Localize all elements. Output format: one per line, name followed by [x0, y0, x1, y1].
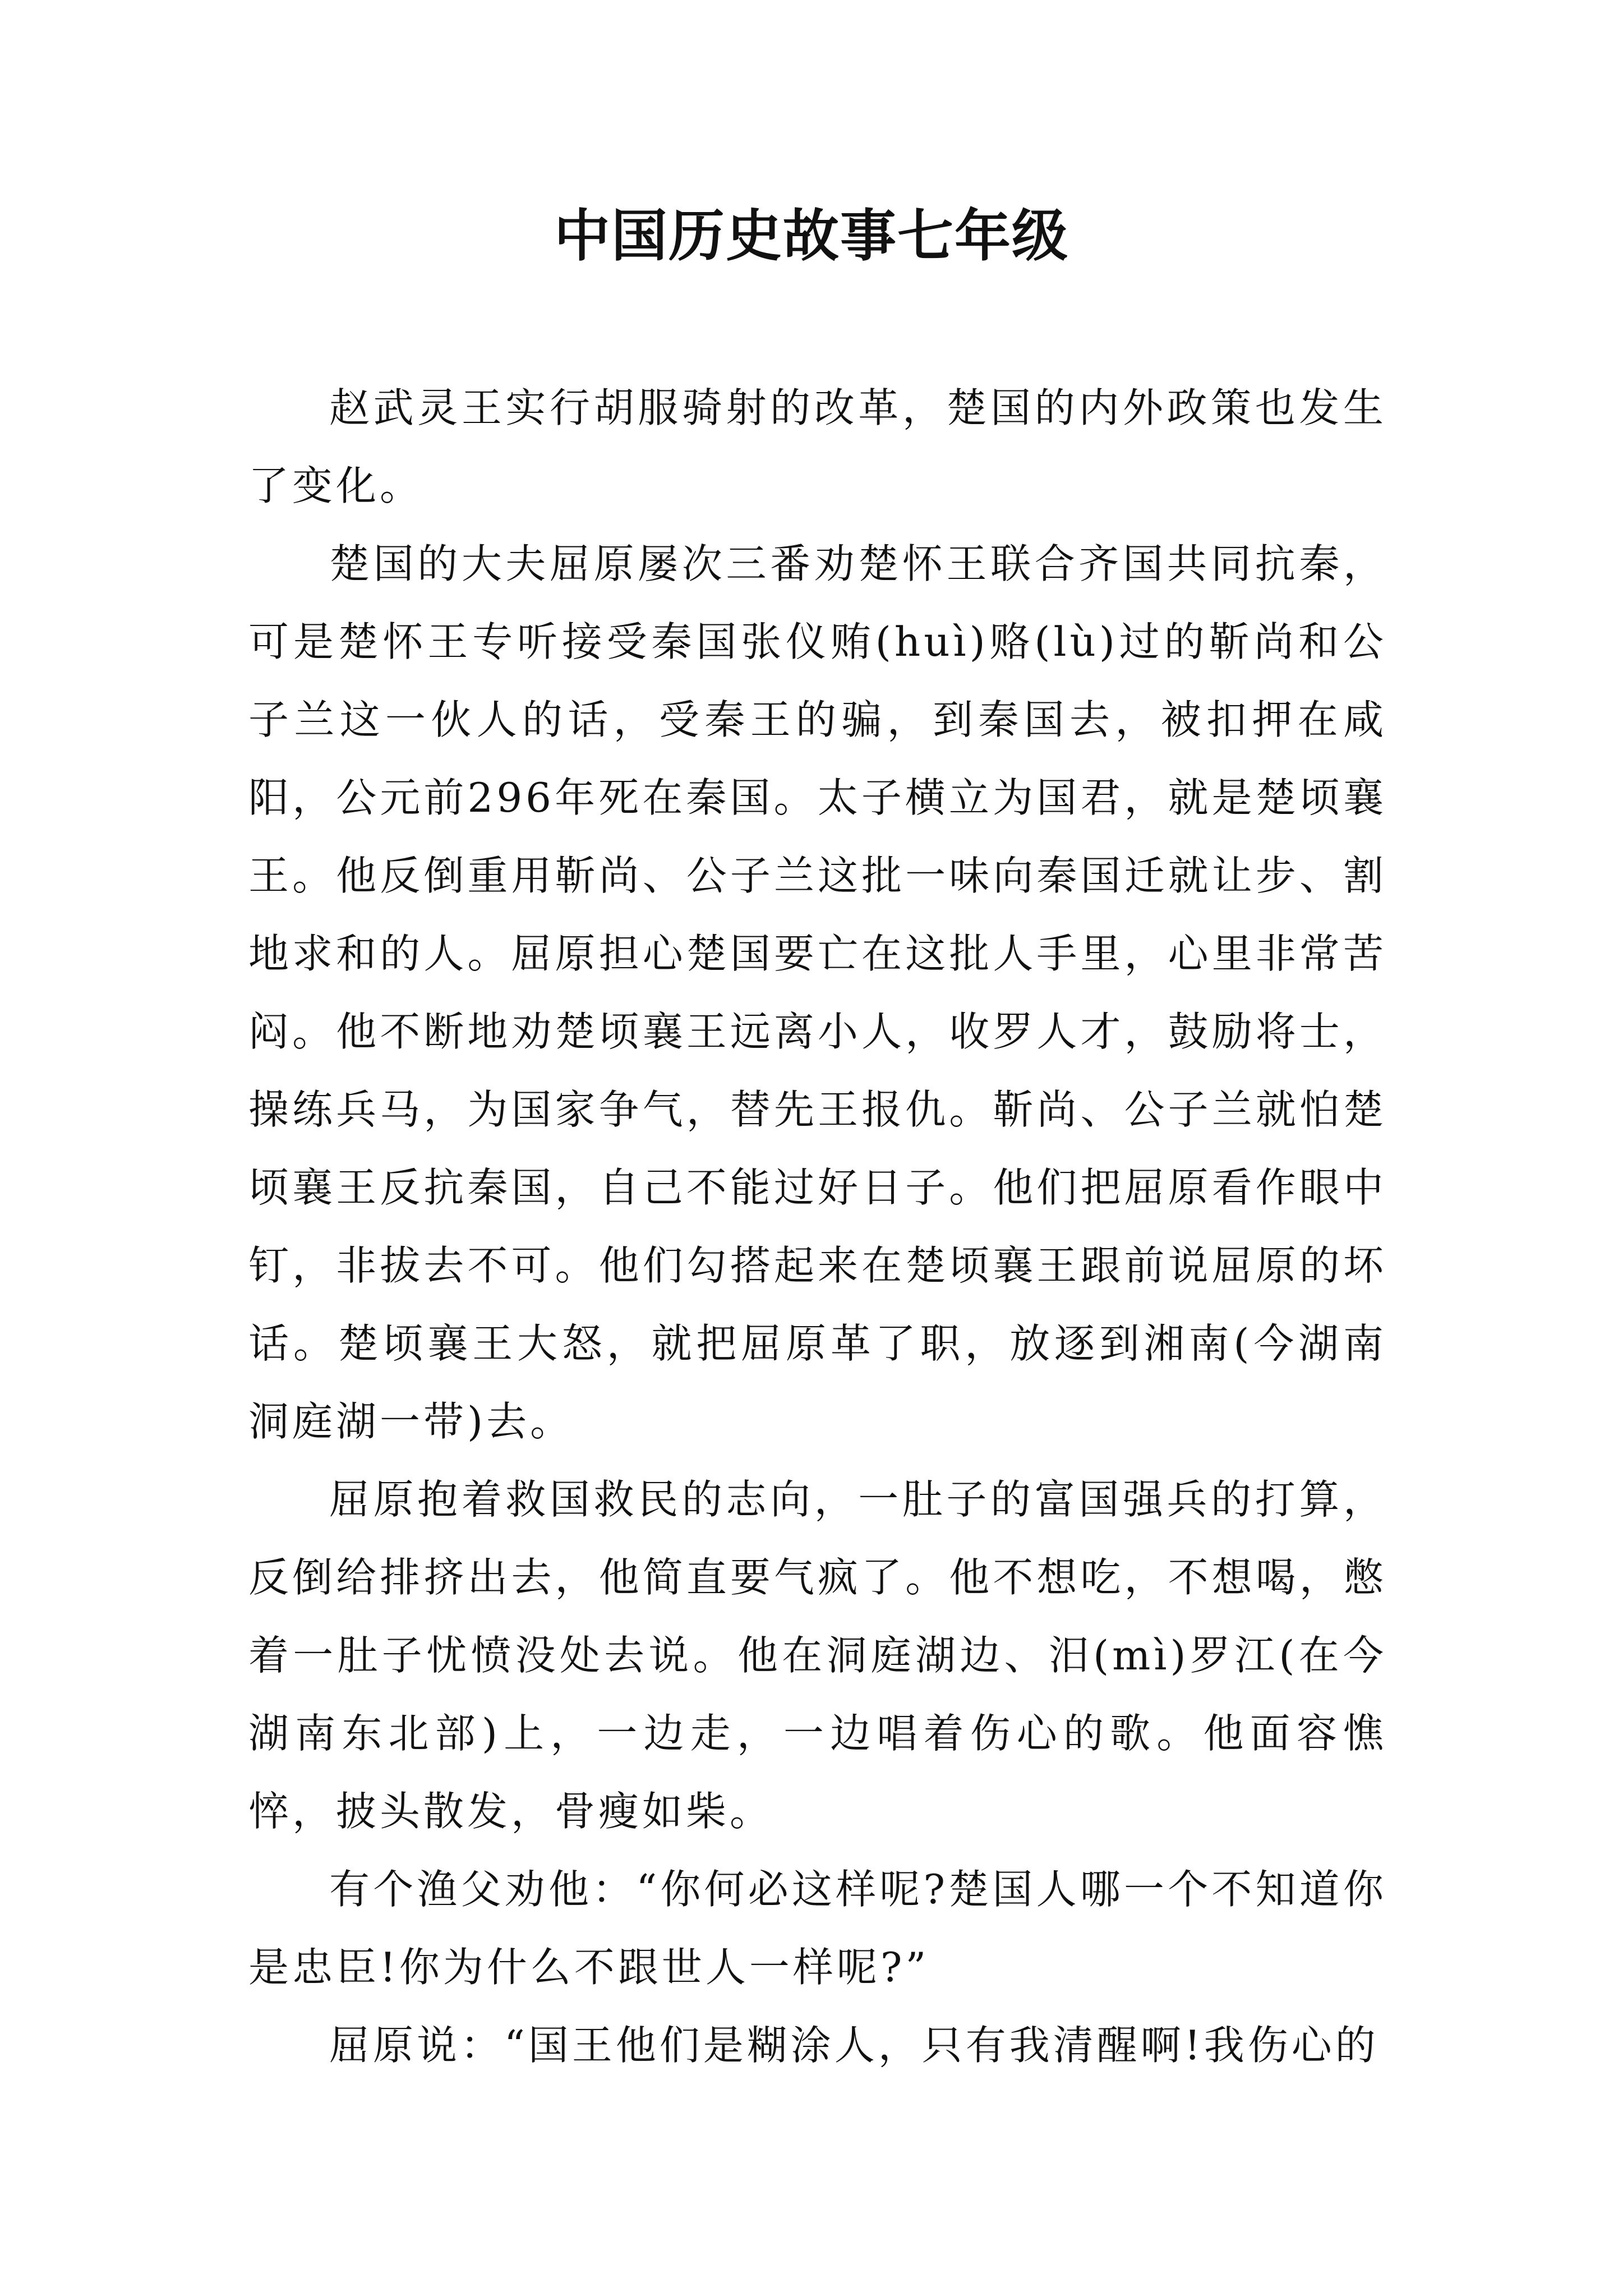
paragraph: 屈原说：“国王他们是糊涂人，只有我清醒啊!我伤心的 [329, 2022, 1379, 2069]
paragraph: 楚国的大夫屈原屡次三番劝楚怀王联合齐国共同抗秦，可是楚怀王专听接受秦国张仪贿(huì)赂(lù)过的靳尚和公子兰这一伙人的话，受秦王的骗，到秦国去，被扣押在咸阳，公元前296年死在秦国。太子横立为国君，就是楚顷襄王。他反倒重用靳尚、公子兰这批一味向秦国迁就让步、割地求和的人。屈原担心楚国要亡在这批人手里，心里非常苦闷。他不断地劝楚顷襄王远离小人，收罗人才，鼓励将士，操练兵马，为国家争气，替先王报仇。靳尚、公子兰就怕楚顷襄王反抗秦国，自己不能过好日子。他们把屈原看作眼中钉，非拔去不可。他们勾搭起来在楚顷襄王跟前说屈原的坏话。楚顷襄王大怒，就把屈原革了职，放逐到湘南(今湖南洞庭湖一带)去。 [248, 540, 1387, 1445]
paragraph: 屈原抱着救国救民的志向，一肚子的富国强兵的打算，反倒给排挤出去，他简直要气疯了。他不想吃，不想喝，憋着一肚子忧愤没处去说。他在洞庭湖边、汨(mì)罗江(在今湖南东北部)上，一边走，一边唱着伤心的歌。他面容憔悴，披头散发，骨瘦如柴。 [248, 1476, 1387, 1835]
document-body [248, 369, 1387, 2085]
paragraph: 有个渔父劝他：“你何必这样呢?楚国人哪一个不知道你是忠臣!你为什么不跟世人一样呢?” [248, 1866, 1387, 1991]
paragraph: 赵武灵王实行胡服骑射的改革，楚国的内外政策也发生了变化。 [248, 384, 1387, 509]
document-title: 中国历史故事七年级 [554, 203, 1069, 269]
